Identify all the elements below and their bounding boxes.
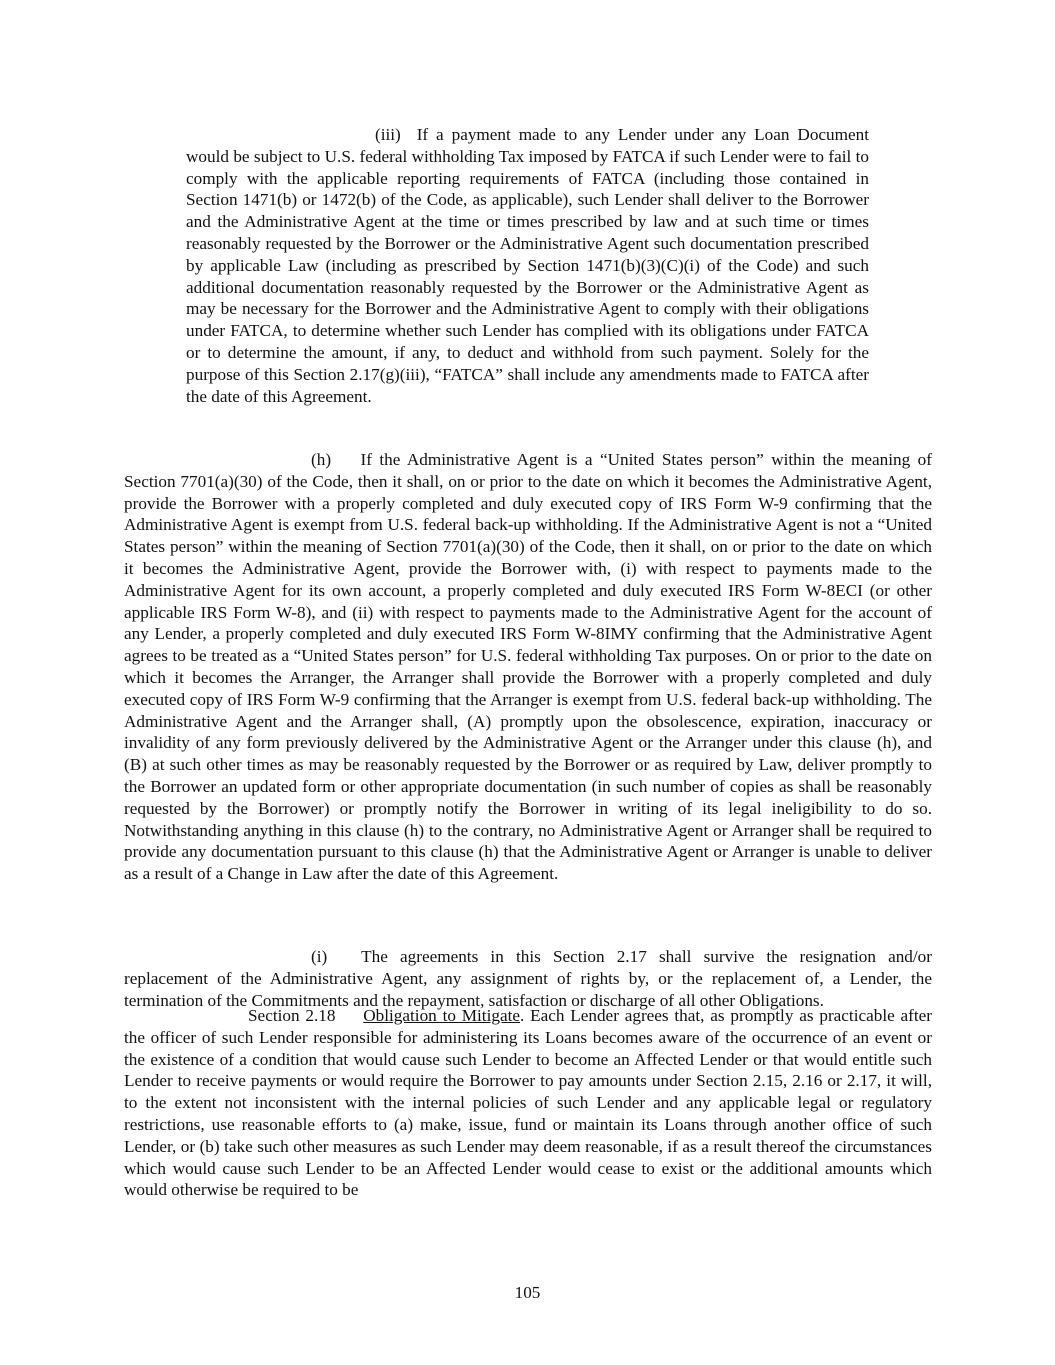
clause-h-paragraph xyxy=(124,449,932,885)
section-2-18-heading: Obligation to Mitigate xyxy=(363,1006,520,1025)
clause-i-text: The agreements in this Section 2.17 shall survive the resignation and/or replacement of the Administrative Agent, any assignment of rights by, or the replacement of, a Lender, the termination of the Commitments and the repayment, satisfaction or discharge of all other Obligations. xyxy=(124,947,932,1010)
section-2-18-text: Each Lender agrees that, as promptly as practicable after the officer of such Lender responsible for administering its Loans becomes aware of the occurrence of an event or the existence of a condition that would cause such Lender to become an Affected Lender or that would entitle such Lender to receive payments or would require the Borrower to pay amounts under Section 2.15, 2.16 or 2.17, it will, to the extent not inconsistent with the internal policies of such Lender and any applicable legal or regulatory restrictions, use reasonable efforts to (a) make, issue, fund or maintain its Loans through another office of such Lender, or (b) take such other measures as such Lender may deem reasonable, if as a result thereof the circumstances which would cause such Lender to be an Affected Lender would cease to exist or the additional amounts which would otherwise be required to be xyxy=(124,1006,933,1200)
clause-h-text: If the Administrative Agent is a “United States person” within the meaning of Section 7701(a)(30) of the Code, then it shall, on or prior to the date on which it becomes the Administrative Agent, provide the Borrower with a properly completed and duly executed copy of IRS Form W-9 confirming that the Administrative Agent is exempt from U.S. federal back-up withholding. If the Administrative Agent is not a “United States person” within the meaning of Section 7701(a)(30) of the Code, then it shall, on or prior to the date on which it becomes the Administrative Agent, provide the Borrower with, (i) with respect to payments made to the Administrative Agent for its own account, a properly completed and duly executed IRS Form W-8ECI (or other applicable IRS Form W-8), and (ii) with respect to payments made to the Administrative Agent for the account of any Lender, a properly completed and duly executed IRS Form W-8IMY confirming that the Administrative Agent agrees to be treated as a “United States person” for U.S. federal withholding Tax purposes. On or prior to the date on which it becomes the Arranger, the Arranger shall provide the Borrower with a properly completed and duly executed copy of IRS Form W-9 confirming that the Arranger is exempt from U.S. federal back-up withholding. The Administrative Agent and the Arranger shall, (A) promptly upon the obsolescence, expiration, inaccuracy or invalidity of any form previously delivered by the Administrative Agent or the Arranger under this clause (h), and (B) at such other times as may be reasonably requested by the Borrower or as required by Law, deliver promptly to the Borrower an updated form or other appropriate documentation (in such number of copies as shall be reasonably requested by the Borrower) or promptly notify the Borrower in writing of its legal ineligibility to do so. Notwithstanding anything in this clause (h) to the contrary, no Administrative Agent or Arranger shall be required to provide any documentation pursuant to this clause (h) that the Administrative Agent or Arranger is unable to deliver as a result of a Change in Law after the date of this Agreement. xyxy=(124,450,932,884)
section-2-18-heading-punct: . xyxy=(519,1006,525,1025)
clause-iii-paragraph xyxy=(186,124,869,407)
section-2-18-paragraph xyxy=(124,1005,932,1201)
clause-i-paragraph xyxy=(124,946,932,1011)
clause-iii-text: If a payment made to any Lender under any Loan Document would be subject to U.S. federal withholding Tax imposed by FATCA if such Lender were to fail to comply with the applicable reporting requirements of FATCA (including those contained in Section 1471(b) or 1472(b) of the Code, as applicable), such Lender shall deliver to the Borrower and the Administrative Agent at the time or times prescribed by law and at such time or times reasonably requested by the Borrower or the Administrative Agent such documentation prescribed by applicable Law (including as prescribed by Section 1471(b)(3)(C)(i) of the Code) and such additional documentation reasonably requested by the Borrower or the Administrative Agent as may be necessary for the Borrower and the Administrative Agent to comply with their obligations under FATCA, to determine whether such Lender has complied with its obligations under FATCA or to determine the amount, if any, to deduct and withhold from such payment. Solely for the purpose of this Section 2.17(g)(iii), “FATCA” shall include any amendments made to FATCA after the date of this Agreement. xyxy=(186,125,869,406)
clause-i-label: (i) xyxy=(311,947,328,966)
clause-iii-label: (iii) xyxy=(375,125,401,144)
page-number: 105 xyxy=(514,1283,541,1302)
section-2-18-number: Section 2.18 xyxy=(248,1006,336,1025)
clause-h-label: (h) xyxy=(311,450,332,469)
